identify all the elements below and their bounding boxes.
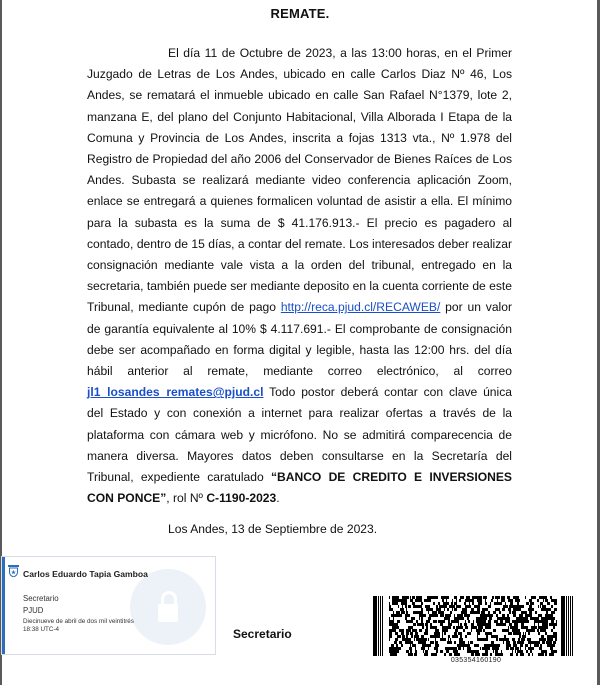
body-text-part-1: El día 11 de Octubre de 2023, a las 13:00 horas, en el Primer Juzgado de Letras de Los Andes, ubicado en calle Carlos Diaz Nº 46, Los Andes, se rematará el inmueble ubicado en calle San Rafael N°1379, lote 2, manzana E, del plano del Conjunto Habitacional, Villa Alborada I Etapa de la Comuna y Provincia de Los Andes, inscrita a fojas 1313 vta., Nº 1.978 del Registro de Propiedad del año 2006 del Conservador de Bienes Raíces de Los Andes. Subasta se realizará mediante video conferencia aplicación Zoom, enlace se entregará a quienes formalicen voluntad de asistir a ella. El mínimo para la subasta es la suma de $ 41.176.913.- El precio es pagadero al contado, dentro de 15 días, a contar del remate. Los interesados deber realizar consignación mediante vale vista a la orden del tribunal, entregado en la secretaria, también puede ser mediante deposito en la cuenta corriente de este Tribunal, mediante cupón de pago [87, 46, 512, 315]
lock-icon [130, 569, 206, 645]
email-link[interactable]: jl1_losandes_remates@pjud.cl [87, 385, 264, 400]
signature-date: Diecinueve de abril de dos mil veintitrés 18:38 UTC-4 [23, 618, 134, 633]
barcode-number: 035354160190 [450, 657, 502, 664]
signature-accent-stripe [2, 557, 5, 654]
electronic-signature-box [1, 556, 216, 655]
document-title: REMATE. [270, 6, 330, 21]
body-text-part-2: por un valor de garantía equivalente al 10% $ 4.117.691.- El comprobante de consignación debe ser acompañado en forma digital y legible, hasta las 12:00 hrs. del día hábil anterior al remate, mediante correo electrónico, al correo [87, 300, 512, 379]
body-text-part-4: , rol Nº [166, 491, 207, 506]
case-name: “BANCO DE CREDITO E INVERSIONES CON PONCE” [87, 470, 512, 506]
case-rol: C-1190-2023 [206, 491, 277, 506]
body-text-part-3: Todo postor deberá contar con clave única del Estado y con conexión a internet para realizar ofertas a través de la plataforma con cámara web y micrófono. No se admitirá comparecencia de manera diversa. Mayores datos deben consultarse en la Secretaría del Tribunal, expediente caratulado [87, 385, 512, 485]
secretary-label: Secretario [233, 627, 292, 641]
signer-name: Carlos Eduardo Tapia Gamboa [23, 569, 148, 579]
document-body [87, 43, 512, 509]
signer-role: Secretario [23, 594, 59, 603]
date-line: Los Andes, 13 de Septiembre de 2023. [168, 522, 378, 536]
body-text-part-5: . [276, 491, 280, 506]
payment-link[interactable]: http://reca.pjud.cl/RECAWEB/ [280, 300, 441, 315]
signer-organization: PJUD [23, 606, 44, 615]
court-emblem-icon [8, 565, 19, 577]
barcode-graphic [373, 596, 579, 656]
barcode [373, 596, 579, 656]
